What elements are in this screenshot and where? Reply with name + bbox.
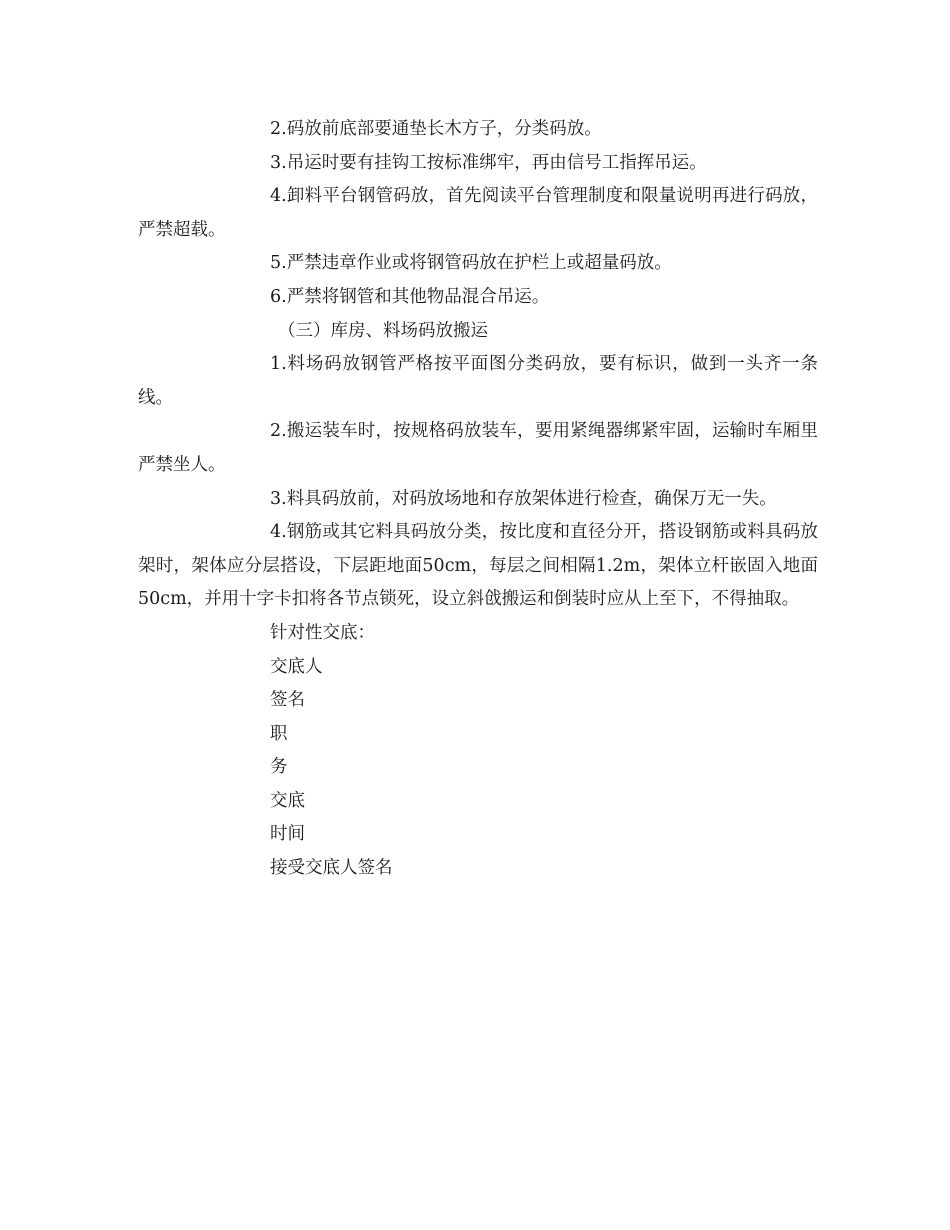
paragraph-storage-2: 2.搬运装车时，按规格码放装车，要用紧绳器绑紧牢固，运输时车厢里严禁坐人。 [138,421,818,475]
signature-line: 交底人 [270,656,323,677]
paragraph-item-5: 5.严禁违章作业或将钢管码放在护栏上或超量码放。 [270,253,672,274]
paragraph-item-2: 2.码放前底部要通垫长木方子，分类码放。 [270,119,602,139]
paragraph-item-6: 6.严禁将钢管和其他物品混合吊运。 [270,286,550,307]
paragraph-item-3: 3.吊运时要有挂钩工按标准绑牢，再由信号工指挥吊运。 [270,152,707,173]
signature-line: 职 [270,723,288,744]
signature-heading: 针对性交底： [270,622,375,643]
signature-line: 时间 [270,824,305,845]
paragraph-storage-3: 3.料具码放前，对码放场地和存放架体进行检查，确保万无一失。 [270,488,777,509]
document-body [138,113,818,886]
signature-line: 交底 [270,790,305,811]
paragraph-item-4: 4.卸料平台钢管码放，首先阅读平台管理制度和限量说明再进行码放，严禁超载。 [138,186,818,240]
signature-line: 务 [270,757,288,778]
signature-block [138,617,818,886]
signature-line: 签名 [270,690,305,711]
signature-line: 接受交底人签名 [270,858,393,879]
section-heading: （三）库房、料场码放搬运 [278,320,488,341]
paragraph-storage-1: 1.料场码放钢管严格按平面图分类码放，要有标识，做到一头齐一条线。 [138,354,818,408]
paragraph-storage-4: 4.钢筋或其它料具码放分类，按比度和直径分开，搭设钢筋或料具码放架时，架体应分层搭设，下层距地面50cm，每层之间相隔1.2m，架体立杆嵌固入地面50cm，并用十字卡扣将各节点锁死，设立斜戗搬运和倒装时应从上至下，不得抽取。 [138,522,818,610]
